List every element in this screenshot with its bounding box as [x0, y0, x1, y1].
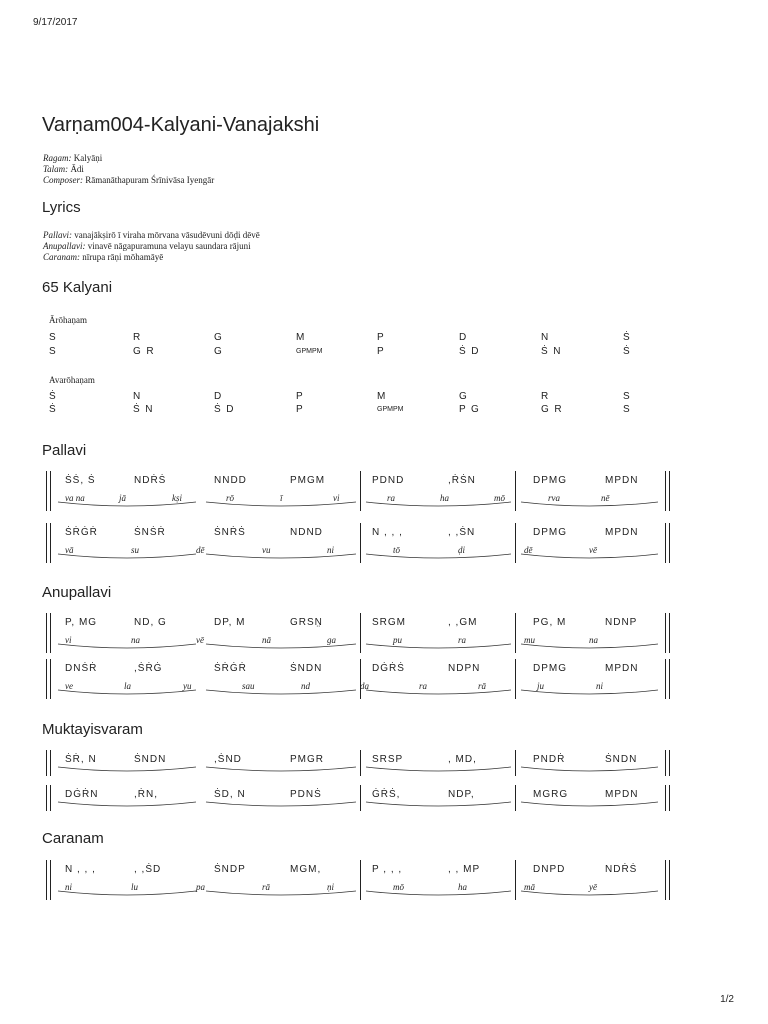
lyric-syllable: vi — [333, 493, 340, 503]
note-group: DNṠṘ — [65, 663, 98, 674]
note-group: ,ṘN, — [134, 789, 158, 800]
phrase-arc — [58, 767, 196, 771]
section-heading-muktayisvaram: Muktayisvaram — [42, 721, 143, 738]
header-date: 9/17/2017 — [33, 17, 78, 28]
lyric-syllable: tō — [393, 545, 401, 555]
lyric-syllable: mō — [393, 882, 404, 892]
note-group: ĠṘṠ, — [372, 789, 401, 800]
scale-note: Ṡ — [623, 346, 630, 357]
scale-note: S — [49, 346, 56, 357]
lyric-syllable: vē — [589, 545, 597, 555]
note-group: DĠṘṠ — [372, 663, 405, 674]
scale-note: N — [541, 332, 549, 343]
scale-note: D — [214, 391, 222, 402]
note-group: ṠNṠṘ — [134, 527, 166, 538]
note-group: ṠNṘṠ — [214, 527, 246, 538]
note-group: NDṘṠ — [134, 475, 167, 486]
lyric-syllable: la — [124, 681, 132, 691]
lyrics-block — [43, 230, 260, 263]
staff — [46, 659, 676, 699]
lyric-syllable: ha — [458, 882, 467, 892]
staff — [46, 785, 676, 811]
note-group: , ,ṠD — [134, 864, 162, 875]
phrase-arcs — [46, 750, 676, 776]
scale-note: S — [623, 404, 630, 415]
scale-note: N — [133, 391, 141, 402]
arohanam-label: Ārōhaṇam — [49, 315, 87, 325]
note-group: MGRG — [533, 789, 569, 800]
note-group: NDP, — [448, 789, 475, 800]
note-group: ,ṠṘĠ — [134, 663, 163, 674]
section-heading-lyrics: Lyrics — [42, 199, 81, 216]
lyric-syllable: ra — [419, 681, 428, 691]
phrase-arc — [206, 767, 356, 771]
lyric-syllable: kṣi — [172, 493, 182, 503]
scale-note: R — [541, 391, 549, 402]
meta-block — [43, 153, 214, 186]
scale-note: M — [296, 332, 305, 343]
note-group: , ,GM — [448, 617, 478, 628]
staff — [46, 613, 676, 653]
note-group: SRGM — [372, 617, 406, 628]
note-group: ṠṘ, N — [65, 754, 97, 765]
phrase-arc — [58, 554, 196, 558]
note-group: DĠṘN — [65, 789, 99, 800]
phrase-arc — [521, 644, 658, 648]
phrase-arc — [521, 891, 658, 895]
lyric-syllable: yē — [589, 882, 597, 892]
scale-note: G — [214, 346, 222, 357]
phrase-arc — [58, 690, 196, 694]
scale-note: Ṡ N — [541, 346, 561, 357]
note-group: ṠNDP — [214, 864, 246, 875]
note-group: PG, M — [533, 617, 567, 628]
lyric-syllable: nē — [601, 493, 610, 503]
lyric-syllable: ni — [596, 681, 604, 691]
lyric-syllable: vē — [196, 635, 204, 645]
phrase-arc — [366, 644, 511, 648]
note-group: NDṘṠ — [605, 864, 638, 875]
footer-page-number: 1/2 — [720, 994, 734, 1005]
meta-composer: Composer: Rāmanāthapuram Śrīnivāsa Iyengār — [43, 175, 215, 185]
note-group: ṠNDN — [605, 754, 638, 765]
staff — [46, 860, 676, 900]
scale-note: G R — [133, 346, 154, 357]
note-group: MPDN — [605, 527, 639, 538]
phrase-arc — [521, 767, 658, 771]
note-group: ,ṘṠN — [448, 475, 476, 486]
note-group: DPMG — [533, 663, 567, 674]
section-heading-anupallavi: Anupallavi — [42, 584, 112, 601]
note-group: ND, G — [134, 617, 167, 628]
lyric-syllable: ve — [65, 681, 73, 691]
phrase-arcs — [46, 471, 676, 511]
note-group: SRSP — [372, 754, 404, 765]
scale-note: GPMPM — [377, 406, 404, 413]
scale-note: S — [49, 332, 56, 343]
section-heading-raga: 65 Kalyani — [42, 279, 113, 296]
note-group: PNDṘ — [533, 754, 566, 765]
meta-ragam: Ragam: Kalyāṇi — [43, 153, 103, 163]
scale-note: Ṡ — [49, 404, 56, 415]
note-group: NDPN — [448, 663, 481, 674]
lyric-syllable: rā — [478, 681, 487, 691]
scale-note: P — [377, 346, 384, 357]
note-group: NNDD — [214, 475, 247, 486]
note-group: MPDN — [605, 789, 639, 800]
scale-note: D — [459, 332, 467, 343]
scale-note: P — [296, 391, 303, 402]
phrase-arc — [366, 690, 511, 694]
note-group: NDND — [290, 527, 323, 538]
lyric-syllable: na — [589, 635, 598, 645]
lyric-syllable: na — [131, 635, 140, 645]
lyric-syllable: ni — [327, 545, 335, 555]
lyric-syllable: da — [360, 681, 369, 691]
note-group: N , , , — [65, 864, 96, 875]
lyric-syllable: ju — [537, 681, 545, 691]
note-group: PDND — [372, 475, 405, 486]
note-group: MPDN — [605, 475, 639, 486]
note-group: GRSN̤ — [290, 617, 323, 628]
phrase-arc — [366, 502, 511, 506]
note-group: , , MP — [448, 864, 481, 875]
note-group: ṠṘĠṘ — [65, 527, 98, 538]
note-group: ṠNDN — [134, 754, 167, 765]
lyric-syllable: mō — [494, 493, 505, 503]
phrase-arc — [521, 802, 658, 806]
phrase-arcs — [46, 659, 676, 699]
lyric-syllable: dē — [196, 545, 205, 555]
note-group: PMGM — [290, 475, 326, 486]
note-group: , ,ṠN — [448, 527, 476, 538]
lyric-syllable: mu — [524, 635, 535, 645]
scale-row — [49, 404, 669, 416]
lyric-syllable: rō — [226, 493, 235, 503]
phrase-arc — [58, 802, 196, 806]
lyric-syllable: su — [131, 545, 140, 555]
lyric-syllable: sau — [242, 681, 255, 691]
phrase-arc — [366, 767, 511, 771]
scale-note: S — [623, 391, 630, 402]
scale-note: Ṡ D — [459, 346, 479, 357]
lyric-syllable: ga — [327, 635, 336, 645]
note-group: DPMG — [533, 527, 567, 538]
note-group: ṠNDN — [290, 663, 323, 674]
phrase-arc — [206, 891, 356, 895]
section-heading-caranam: Caranam — [42, 830, 104, 847]
lyric-syllable: pu — [393, 635, 402, 645]
phrase-arc — [366, 554, 511, 558]
phrase-arc — [58, 644, 196, 648]
lyric-syllable: lu — [131, 882, 139, 892]
lyric-syllable: ra — [458, 635, 467, 645]
lyric-syllable: yu — [183, 681, 192, 691]
scale-note: GPMPM — [296, 348, 323, 355]
note-group: MGM, — [290, 864, 322, 875]
lyrics-pallavi: Pallavi: vanajākṣirō ī viraha mōrvana vāsudēvuni dōḍi dēvē — [43, 230, 260, 240]
staff — [46, 750, 676, 776]
note-group: DPMG — [533, 475, 567, 486]
scale-note: P — [296, 404, 303, 415]
phrase-arc — [206, 502, 356, 506]
phrase-arcs — [46, 860, 676, 900]
scale-note: G — [214, 332, 222, 343]
phrase-arcs — [46, 785, 676, 811]
phrase-arc — [58, 891, 196, 895]
scale-note: Ṡ D — [214, 404, 234, 415]
section-heading-pallavi: Pallavi — [42, 442, 87, 459]
lyric-syllable: ni — [65, 882, 73, 892]
lyric-syllable: vu — [262, 545, 271, 555]
phrase-arc — [206, 690, 356, 694]
note-group: ṠṘĠṘ — [214, 663, 247, 674]
page-title: Varṇam004-Kalyani-Vanajakshi — [42, 114, 320, 136]
lyric-syllable: ḍi — [458, 545, 466, 555]
lyric-syllable: mā — [524, 882, 535, 892]
phrase-arc — [206, 554, 356, 558]
lyric-syllable: vi — [65, 635, 72, 645]
phrase-arc — [521, 690, 658, 694]
lyrics-caranam: Caranam: nīrupa rāṇi mōhamāyē — [43, 252, 164, 262]
lyrics-anupallavi: Anupallavi: vinavē nāgapuramuna velayu saundara rājuni — [43, 241, 251, 251]
lyric-syllable: ra — [387, 493, 396, 503]
scale-note: G — [459, 391, 467, 402]
avarohanam-label: Avarōhaṇam — [49, 375, 95, 385]
scale-note: R — [133, 332, 141, 343]
lyric-syllable: vā — [65, 545, 74, 555]
note-group: PMGR — [290, 754, 324, 765]
lyric-syllable: ī — [280, 493, 283, 503]
scale-row — [49, 391, 669, 403]
lyric-syllable: pa — [196, 882, 205, 892]
note-group: ṠD, N — [214, 789, 246, 800]
note-group: PDNṠ — [290, 789, 322, 800]
note-group: MPDN — [605, 663, 639, 674]
scale-note: P G — [459, 404, 479, 415]
note-group: NDNP — [605, 617, 638, 628]
scale-note: Ṡ — [623, 332, 630, 343]
note-group: P , , , — [372, 864, 403, 875]
phrase-arcs — [46, 613, 676, 653]
scale-row — [49, 332, 669, 344]
phrase-arc — [206, 644, 356, 648]
note-group: , MD, — [448, 754, 477, 765]
phrase-arc — [521, 502, 658, 506]
note-group: DP, M — [214, 617, 246, 628]
lyric-syllable: ṇi — [327, 882, 335, 892]
note-group: DNPD — [533, 864, 566, 875]
note-group: P, MG — [65, 617, 98, 628]
phrase-arc — [366, 802, 511, 806]
phrase-arcs — [46, 523, 676, 563]
staff — [46, 523, 676, 563]
note-group: N , , , — [372, 527, 403, 538]
meta-talam: Talam: Ādi — [43, 164, 84, 174]
lyric-syllable: va na — [65, 493, 85, 503]
phrase-arc — [521, 554, 658, 558]
phrase-arc — [366, 891, 511, 895]
phrase-arc — [206, 802, 356, 806]
lyric-syllable: nā — [262, 635, 271, 645]
scale-note: G R — [541, 404, 562, 415]
phrase-arc — [58, 502, 196, 506]
scale-note: Ṡ — [49, 391, 56, 402]
lyric-syllable: nd — [301, 681, 310, 691]
scale-row — [49, 346, 669, 358]
lyric-syllable: dē — [524, 545, 533, 555]
lyric-syllable: jā — [119, 493, 127, 503]
note-group: ,ṠND — [214, 754, 242, 765]
note-group: ṠṠ, Ṡ — [65, 475, 96, 486]
scale-note: P — [377, 332, 384, 343]
scale-note: Ṡ N — [133, 404, 153, 415]
lyric-syllable: rva — [548, 493, 560, 503]
scale-note: M — [377, 391, 386, 402]
lyric-syllable: ha — [440, 493, 449, 503]
staff — [46, 471, 676, 511]
lyric-syllable: rā — [262, 882, 271, 892]
